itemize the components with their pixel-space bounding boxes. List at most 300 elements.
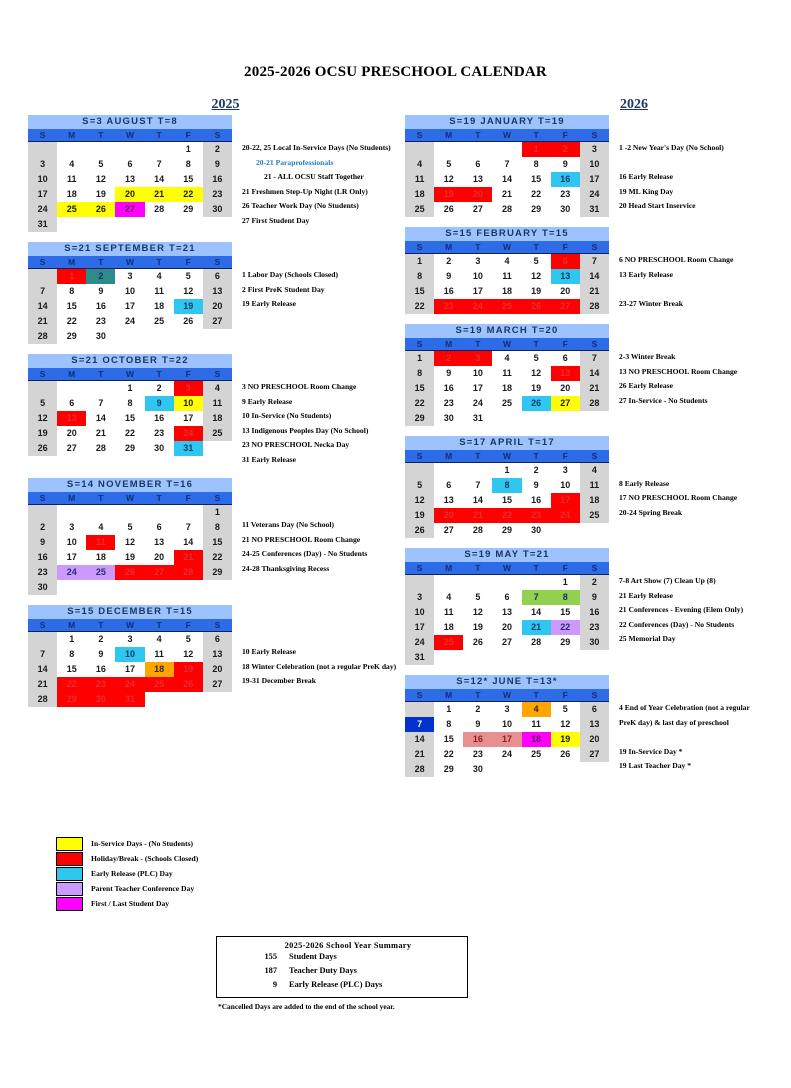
day-cell-november-25[interactable]: 25	[86, 565, 115, 580]
day-cell-december-3[interactable]: 3	[115, 631, 144, 647]
day-cell-october-9[interactable]: 9	[145, 396, 174, 411]
day-cell-january-5[interactable]: 5	[434, 157, 463, 172]
day-cell-august-25[interactable]: 25	[57, 202, 86, 217]
day-cell-april-18[interactable]: 18	[580, 493, 609, 508]
day-cell-march-2[interactable]: 2	[434, 351, 463, 367]
day-cell-april-8[interactable]: 8	[492, 478, 521, 493]
day-cell-december-16[interactable]: 16	[86, 662, 115, 677]
day-cell-december-12[interactable]: 12	[174, 647, 203, 662]
day-cell-june-12[interactable]: 12	[551, 717, 580, 732]
day-cell-august-29[interactable]: 29	[174, 202, 203, 217]
day-cell-february-28[interactable]: 28	[580, 299, 609, 314]
day-cell-september-16[interactable]: 16	[86, 299, 115, 314]
day-cell-june-3[interactable]: 3	[492, 702, 521, 718]
day-cell-march-29[interactable]: 29	[405, 411, 434, 426]
day-cell-february-24[interactable]: 24	[463, 299, 492, 314]
day-cell-april-17[interactable]: 17	[551, 493, 580, 508]
day-cell-june-9[interactable]: 9	[463, 717, 492, 732]
day-cell-october-11[interactable]: 11	[203, 396, 232, 411]
day-cell-december-13[interactable]: 13	[203, 647, 232, 662]
day-cell-march-15[interactable]: 15	[405, 381, 434, 396]
day-cell-march-8[interactable]: 8	[405, 366, 434, 381]
day-cell-september-18[interactable]: 18	[145, 299, 174, 314]
day-cell-february-10[interactable]: 10	[463, 269, 492, 284]
day-cell-march-20[interactable]: 20	[551, 381, 580, 396]
day-cell-february-22[interactable]: 22	[405, 299, 434, 314]
day-cell-december-8[interactable]: 8	[57, 647, 86, 662]
day-cell-may-31[interactable]: 31	[405, 650, 434, 665]
day-cell-march-23[interactable]: 23	[434, 396, 463, 411]
day-cell-september-9[interactable]: 9	[86, 284, 115, 299]
day-cell-september-12[interactable]: 12	[174, 284, 203, 299]
day-cell-november-11[interactable]: 11	[86, 535, 115, 550]
day-cell-june-28[interactable]: 28	[405, 762, 434, 777]
day-cell-august-5[interactable]: 5	[86, 157, 115, 172]
day-cell-february-2[interactable]: 2	[434, 254, 463, 270]
day-cell-march-7[interactable]: 7	[580, 351, 609, 367]
day-cell-march-24[interactable]: 24	[463, 396, 492, 411]
day-cell-september-27[interactable]: 27	[203, 314, 232, 329]
day-cell-november-19[interactable]: 19	[115, 550, 144, 565]
day-cell-october-31[interactable]: 31	[174, 441, 203, 456]
day-cell-june-24[interactable]: 24	[492, 747, 521, 762]
day-cell-september-5[interactable]: 5	[174, 269, 203, 285]
day-cell-march-5[interactable]: 5	[522, 351, 551, 367]
day-cell-february-13[interactable]: 13	[551, 269, 580, 284]
day-cell-may-13[interactable]: 13	[492, 605, 521, 620]
day-cell-october-16[interactable]: 16	[145, 411, 174, 426]
day-cell-november-24[interactable]: 24	[57, 565, 86, 580]
day-cell-april-3[interactable]: 3	[551, 463, 580, 479]
day-cell-february-16[interactable]: 16	[434, 284, 463, 299]
day-cell-january-13[interactable]: 13	[463, 172, 492, 187]
day-cell-january-24[interactable]: 24	[580, 187, 609, 202]
day-cell-october-23[interactable]: 23	[145, 426, 174, 441]
day-cell-february-3[interactable]: 3	[463, 254, 492, 270]
day-cell-november-1[interactable]: 1	[203, 504, 232, 520]
day-cell-december-2[interactable]: 2	[86, 631, 115, 647]
day-cell-may-8[interactable]: 8	[551, 590, 580, 605]
day-cell-may-29[interactable]: 29	[551, 635, 580, 650]
day-cell-january-16[interactable]: 16	[551, 172, 580, 187]
day-cell-june-23[interactable]: 23	[463, 747, 492, 762]
day-cell-december-1[interactable]: 1	[57, 631, 86, 647]
day-cell-september-11[interactable]: 11	[145, 284, 174, 299]
day-cell-october-15[interactable]: 15	[115, 411, 144, 426]
day-cell-august-20[interactable]: 20	[115, 187, 144, 202]
day-cell-september-7[interactable]: 7	[28, 284, 57, 299]
day-cell-august-27[interactable]: 27	[115, 202, 144, 217]
day-cell-october-18[interactable]: 18	[203, 411, 232, 426]
day-cell-may-9[interactable]: 9	[580, 590, 609, 605]
day-cell-january-10[interactable]: 10	[580, 157, 609, 172]
day-cell-december-26[interactable]: 26	[174, 677, 203, 692]
day-cell-april-27[interactable]: 27	[434, 523, 463, 538]
day-cell-august-26[interactable]: 26	[86, 202, 115, 217]
day-cell-october-29[interactable]: 29	[115, 441, 144, 456]
day-cell-august-22[interactable]: 22	[174, 187, 203, 202]
day-cell-november-13[interactable]: 13	[145, 535, 174, 550]
day-cell-january-30[interactable]: 30	[551, 202, 580, 217]
day-cell-august-9[interactable]: 9	[203, 157, 232, 172]
day-cell-august-11[interactable]: 11	[57, 172, 86, 187]
day-cell-december-18[interactable]: 18	[145, 662, 174, 677]
day-cell-august-14[interactable]: 14	[145, 172, 174, 187]
day-cell-february-8[interactable]: 8	[405, 269, 434, 284]
day-cell-february-19[interactable]: 19	[522, 284, 551, 299]
day-cell-june-18[interactable]: 18	[522, 732, 551, 747]
day-cell-december-19[interactable]: 19	[174, 662, 203, 677]
day-cell-october-13[interactable]: 13	[57, 411, 86, 426]
day-cell-october-14[interactable]: 14	[86, 411, 115, 426]
day-cell-january-14[interactable]: 14	[492, 172, 521, 187]
day-cell-october-25[interactable]: 25	[203, 426, 232, 441]
day-cell-april-1[interactable]: 1	[492, 463, 521, 479]
day-cell-april-5[interactable]: 5	[405, 478, 434, 493]
day-cell-march-26[interactable]: 26	[522, 396, 551, 411]
day-cell-april-4[interactable]: 4	[580, 463, 609, 479]
day-cell-march-21[interactable]: 21	[580, 381, 609, 396]
day-cell-january-22[interactable]: 22	[522, 187, 551, 202]
day-cell-august-13[interactable]: 13	[115, 172, 144, 187]
day-cell-february-11[interactable]: 11	[492, 269, 521, 284]
day-cell-october-27[interactable]: 27	[57, 441, 86, 456]
day-cell-february-21[interactable]: 21	[580, 284, 609, 299]
day-cell-january-17[interactable]: 17	[580, 172, 609, 187]
day-cell-march-30[interactable]: 30	[434, 411, 463, 426]
day-cell-august-16[interactable]: 16	[203, 172, 232, 187]
day-cell-october-4[interactable]: 4	[203, 381, 232, 397]
day-cell-june-15[interactable]: 15	[434, 732, 463, 747]
day-cell-september-29[interactable]: 29	[57, 329, 86, 344]
day-cell-february-9[interactable]: 9	[434, 269, 463, 284]
day-cell-december-6[interactable]: 6	[203, 631, 232, 647]
day-cell-april-22[interactable]: 22	[492, 508, 521, 523]
day-cell-april-6[interactable]: 6	[434, 478, 463, 493]
day-cell-november-4[interactable]: 4	[86, 520, 115, 535]
day-cell-january-20[interactable]: 20	[463, 187, 492, 202]
day-cell-october-3[interactable]: 3	[174, 381, 203, 397]
day-cell-november-9[interactable]: 9	[28, 535, 57, 550]
day-cell-june-16[interactable]: 16	[463, 732, 492, 747]
day-cell-april-7[interactable]: 7	[463, 478, 492, 493]
day-cell-april-21[interactable]: 21	[463, 508, 492, 523]
day-cell-september-3[interactable]: 3	[115, 269, 144, 285]
day-cell-february-27[interactable]: 27	[551, 299, 580, 314]
day-cell-february-5[interactable]: 5	[522, 254, 551, 270]
day-cell-september-24[interactable]: 24	[115, 314, 144, 329]
day-cell-june-7[interactable]: 7	[405, 717, 434, 732]
day-cell-august-21[interactable]: 21	[145, 187, 174, 202]
day-cell-january-8[interactable]: 8	[522, 157, 551, 172]
day-cell-august-17[interactable]: 17	[28, 187, 57, 202]
day-cell-january-1[interactable]: 1	[522, 142, 551, 158]
day-cell-august-1[interactable]: 1	[174, 142, 203, 158]
day-cell-november-2[interactable]: 2	[28, 520, 57, 535]
day-cell-september-22[interactable]: 22	[57, 314, 86, 329]
day-cell-june-25[interactable]: 25	[522, 747, 551, 762]
day-cell-april-20[interactable]: 20	[434, 508, 463, 523]
day-cell-august-12[interactable]: 12	[86, 172, 115, 187]
day-cell-june-17[interactable]: 17	[492, 732, 521, 747]
day-cell-january-31[interactable]: 31	[580, 202, 609, 217]
day-cell-november-15[interactable]: 15	[203, 535, 232, 550]
day-cell-april-25[interactable]: 25	[580, 508, 609, 523]
day-cell-april-14[interactable]: 14	[463, 493, 492, 508]
day-cell-february-15[interactable]: 15	[405, 284, 434, 299]
day-cell-october-24[interactable]: 24	[174, 426, 203, 441]
day-cell-october-6[interactable]: 6	[57, 396, 86, 411]
day-cell-january-3[interactable]: 3	[580, 142, 609, 158]
day-cell-may-5[interactable]: 5	[463, 590, 492, 605]
day-cell-june-13[interactable]: 13	[580, 717, 609, 732]
day-cell-december-20[interactable]: 20	[203, 662, 232, 677]
day-cell-november-17[interactable]: 17	[57, 550, 86, 565]
day-cell-march-12[interactable]: 12	[522, 366, 551, 381]
day-cell-october-26[interactable]: 26	[28, 441, 57, 456]
day-cell-september-8[interactable]: 8	[57, 284, 86, 299]
day-cell-september-28[interactable]: 28	[28, 329, 57, 344]
day-cell-february-23[interactable]: 23	[434, 299, 463, 314]
day-cell-may-20[interactable]: 20	[492, 620, 521, 635]
day-cell-september-21[interactable]: 21	[28, 314, 57, 329]
day-cell-december-15[interactable]: 15	[57, 662, 86, 677]
day-cell-may-2[interactable]: 2	[580, 575, 609, 591]
day-cell-december-28[interactable]: 28	[28, 692, 57, 707]
day-cell-november-10[interactable]: 10	[57, 535, 86, 550]
day-cell-may-11[interactable]: 11	[434, 605, 463, 620]
day-cell-february-20[interactable]: 20	[551, 284, 580, 299]
day-cell-march-10[interactable]: 10	[463, 366, 492, 381]
day-cell-november-22[interactable]: 22	[203, 550, 232, 565]
day-cell-may-3[interactable]: 3	[405, 590, 434, 605]
day-cell-may-22[interactable]: 22	[551, 620, 580, 635]
day-cell-may-15[interactable]: 15	[551, 605, 580, 620]
day-cell-november-26[interactable]: 26	[115, 565, 144, 580]
day-cell-april-2[interactable]: 2	[522, 463, 551, 479]
day-cell-december-7[interactable]: 7	[28, 647, 57, 662]
day-cell-october-1[interactable]: 1	[115, 381, 144, 397]
day-cell-march-28[interactable]: 28	[580, 396, 609, 411]
day-cell-april-11[interactable]: 11	[580, 478, 609, 493]
day-cell-january-21[interactable]: 21	[492, 187, 521, 202]
day-cell-april-15[interactable]: 15	[492, 493, 521, 508]
day-cell-august-31[interactable]: 31	[28, 217, 57, 232]
day-cell-november-29[interactable]: 29	[203, 565, 232, 580]
day-cell-december-9[interactable]: 9	[86, 647, 115, 662]
day-cell-november-18[interactable]: 18	[86, 550, 115, 565]
day-cell-february-26[interactable]: 26	[522, 299, 551, 314]
day-cell-june-6[interactable]: 6	[580, 702, 609, 718]
day-cell-april-23[interactable]: 23	[522, 508, 551, 523]
day-cell-june-26[interactable]: 26	[551, 747, 580, 762]
day-cell-november-3[interactable]: 3	[57, 520, 86, 535]
day-cell-august-30[interactable]: 30	[203, 202, 232, 217]
day-cell-september-6[interactable]: 6	[203, 269, 232, 285]
day-cell-june-30[interactable]: 30	[463, 762, 492, 777]
day-cell-april-28[interactable]: 28	[463, 523, 492, 538]
day-cell-may-26[interactable]: 26	[463, 635, 492, 650]
day-cell-april-9[interactable]: 9	[522, 478, 551, 493]
day-cell-june-2[interactable]: 2	[463, 702, 492, 718]
day-cell-january-26[interactable]: 26	[434, 202, 463, 217]
day-cell-january-7[interactable]: 7	[492, 157, 521, 172]
day-cell-november-14[interactable]: 14	[174, 535, 203, 550]
day-cell-january-4[interactable]: 4	[405, 157, 434, 172]
day-cell-june-14[interactable]: 14	[405, 732, 434, 747]
day-cell-november-5[interactable]: 5	[115, 520, 144, 535]
day-cell-june-20[interactable]: 20	[580, 732, 609, 747]
day-cell-september-14[interactable]: 14	[28, 299, 57, 314]
day-cell-november-6[interactable]: 6	[145, 520, 174, 535]
day-cell-august-8[interactable]: 8	[174, 157, 203, 172]
day-cell-september-19[interactable]: 19	[174, 299, 203, 314]
day-cell-december-23[interactable]: 23	[86, 677, 115, 692]
day-cell-october-5[interactable]: 5	[28, 396, 57, 411]
day-cell-april-30[interactable]: 30	[522, 523, 551, 538]
day-cell-march-13[interactable]: 13	[551, 366, 580, 381]
day-cell-september-20[interactable]: 20	[203, 299, 232, 314]
day-cell-january-18[interactable]: 18	[405, 187, 434, 202]
day-cell-february-6[interactable]: 6	[551, 254, 580, 270]
day-cell-february-18[interactable]: 18	[492, 284, 521, 299]
day-cell-august-18[interactable]: 18	[57, 187, 86, 202]
day-cell-september-30[interactable]: 30	[86, 329, 115, 344]
day-cell-may-17[interactable]: 17	[405, 620, 434, 635]
day-cell-september-1[interactable]: 1	[57, 269, 86, 285]
day-cell-may-12[interactable]: 12	[463, 605, 492, 620]
day-cell-march-14[interactable]: 14	[580, 366, 609, 381]
day-cell-february-7[interactable]: 7	[580, 254, 609, 270]
day-cell-february-4[interactable]: 4	[492, 254, 521, 270]
day-cell-november-23[interactable]: 23	[28, 565, 57, 580]
day-cell-august-19[interactable]: 19	[86, 187, 115, 202]
day-cell-september-13[interactable]: 13	[203, 284, 232, 299]
day-cell-february-17[interactable]: 17	[463, 284, 492, 299]
day-cell-november-8[interactable]: 8	[203, 520, 232, 535]
day-cell-september-25[interactable]: 25	[145, 314, 174, 329]
day-cell-august-23[interactable]: 23	[203, 187, 232, 202]
day-cell-december-31[interactable]: 31	[115, 692, 144, 707]
day-cell-march-9[interactable]: 9	[434, 366, 463, 381]
day-cell-june-19[interactable]: 19	[551, 732, 580, 747]
day-cell-october-8[interactable]: 8	[115, 396, 144, 411]
day-cell-march-11[interactable]: 11	[492, 366, 521, 381]
day-cell-september-2[interactable]: 2	[86, 269, 115, 285]
day-cell-january-15[interactable]: 15	[522, 172, 551, 187]
day-cell-may-21[interactable]: 21	[522, 620, 551, 635]
day-cell-may-23[interactable]: 23	[580, 620, 609, 635]
day-cell-june-10[interactable]: 10	[492, 717, 521, 732]
day-cell-december-4[interactable]: 4	[145, 631, 174, 647]
day-cell-october-19[interactable]: 19	[28, 426, 57, 441]
day-cell-december-24[interactable]: 24	[115, 677, 144, 692]
day-cell-january-28[interactable]: 28	[492, 202, 521, 217]
day-cell-january-27[interactable]: 27	[463, 202, 492, 217]
day-cell-august-4[interactable]: 4	[57, 157, 86, 172]
day-cell-november-16[interactable]: 16	[28, 550, 57, 565]
day-cell-march-25[interactable]: 25	[492, 396, 521, 411]
day-cell-june-11[interactable]: 11	[522, 717, 551, 732]
day-cell-june-29[interactable]: 29	[434, 762, 463, 777]
day-cell-december-22[interactable]: 22	[57, 677, 86, 692]
day-cell-january-23[interactable]: 23	[551, 187, 580, 202]
day-cell-october-7[interactable]: 7	[86, 396, 115, 411]
day-cell-january-2[interactable]: 2	[551, 142, 580, 158]
day-cell-june-27[interactable]: 27	[580, 747, 609, 762]
day-cell-march-31[interactable]: 31	[463, 411, 492, 426]
day-cell-march-27[interactable]: 27	[551, 396, 580, 411]
day-cell-march-19[interactable]: 19	[522, 381, 551, 396]
day-cell-october-10[interactable]: 10	[174, 396, 203, 411]
day-cell-june-22[interactable]: 22	[434, 747, 463, 762]
day-cell-october-21[interactable]: 21	[86, 426, 115, 441]
day-cell-september-26[interactable]: 26	[174, 314, 203, 329]
day-cell-october-30[interactable]: 30	[145, 441, 174, 456]
day-cell-june-8[interactable]: 8	[434, 717, 463, 732]
day-cell-april-10[interactable]: 10	[551, 478, 580, 493]
day-cell-april-26[interactable]: 26	[405, 523, 434, 538]
day-cell-october-2[interactable]: 2	[145, 381, 174, 397]
day-cell-august-2[interactable]: 2	[203, 142, 232, 158]
day-cell-april-16[interactable]: 16	[522, 493, 551, 508]
day-cell-january-6[interactable]: 6	[463, 157, 492, 172]
day-cell-october-28[interactable]: 28	[86, 441, 115, 456]
day-cell-september-15[interactable]: 15	[57, 299, 86, 314]
day-cell-august-28[interactable]: 28	[145, 202, 174, 217]
day-cell-march-16[interactable]: 16	[434, 381, 463, 396]
day-cell-december-10[interactable]: 10	[115, 647, 144, 662]
day-cell-april-12[interactable]: 12	[405, 493, 434, 508]
day-cell-september-23[interactable]: 23	[86, 314, 115, 329]
day-cell-may-19[interactable]: 19	[463, 620, 492, 635]
day-cell-march-6[interactable]: 6	[551, 351, 580, 367]
day-cell-december-21[interactable]: 21	[28, 677, 57, 692]
day-cell-may-4[interactable]: 4	[434, 590, 463, 605]
day-cell-november-27[interactable]: 27	[145, 565, 174, 580]
day-cell-march-18[interactable]: 18	[492, 381, 521, 396]
day-cell-december-30[interactable]: 30	[86, 692, 115, 707]
day-cell-september-10[interactable]: 10	[115, 284, 144, 299]
day-cell-december-5[interactable]: 5	[174, 631, 203, 647]
day-cell-may-10[interactable]: 10	[405, 605, 434, 620]
day-cell-may-24[interactable]: 24	[405, 635, 434, 650]
day-cell-march-1[interactable]: 1	[405, 351, 434, 367]
day-cell-march-17[interactable]: 17	[463, 381, 492, 396]
day-cell-november-7[interactable]: 7	[174, 520, 203, 535]
day-cell-october-22[interactable]: 22	[115, 426, 144, 441]
day-cell-november-20[interactable]: 20	[145, 550, 174, 565]
day-cell-august-24[interactable]: 24	[28, 202, 57, 217]
day-cell-february-1[interactable]: 1	[405, 254, 434, 270]
day-cell-may-27[interactable]: 27	[492, 635, 521, 650]
day-cell-august-3[interactable]: 3	[28, 157, 57, 172]
day-cell-january-11[interactable]: 11	[405, 172, 434, 187]
day-cell-may-14[interactable]: 14	[522, 605, 551, 620]
day-cell-february-25[interactable]: 25	[492, 299, 521, 314]
day-cell-april-24[interactable]: 24	[551, 508, 580, 523]
day-cell-june-1[interactable]: 1	[434, 702, 463, 718]
day-cell-october-12[interactable]: 12	[28, 411, 57, 426]
day-cell-december-14[interactable]: 14	[28, 662, 57, 677]
day-cell-september-17[interactable]: 17	[115, 299, 144, 314]
day-cell-november-30[interactable]: 30	[28, 580, 57, 595]
day-cell-october-17[interactable]: 17	[174, 411, 203, 426]
day-cell-march-3[interactable]: 3	[463, 351, 492, 367]
day-cell-may-1[interactable]: 1	[551, 575, 580, 591]
day-cell-may-18[interactable]: 18	[434, 620, 463, 635]
day-cell-december-11[interactable]: 11	[145, 647, 174, 662]
